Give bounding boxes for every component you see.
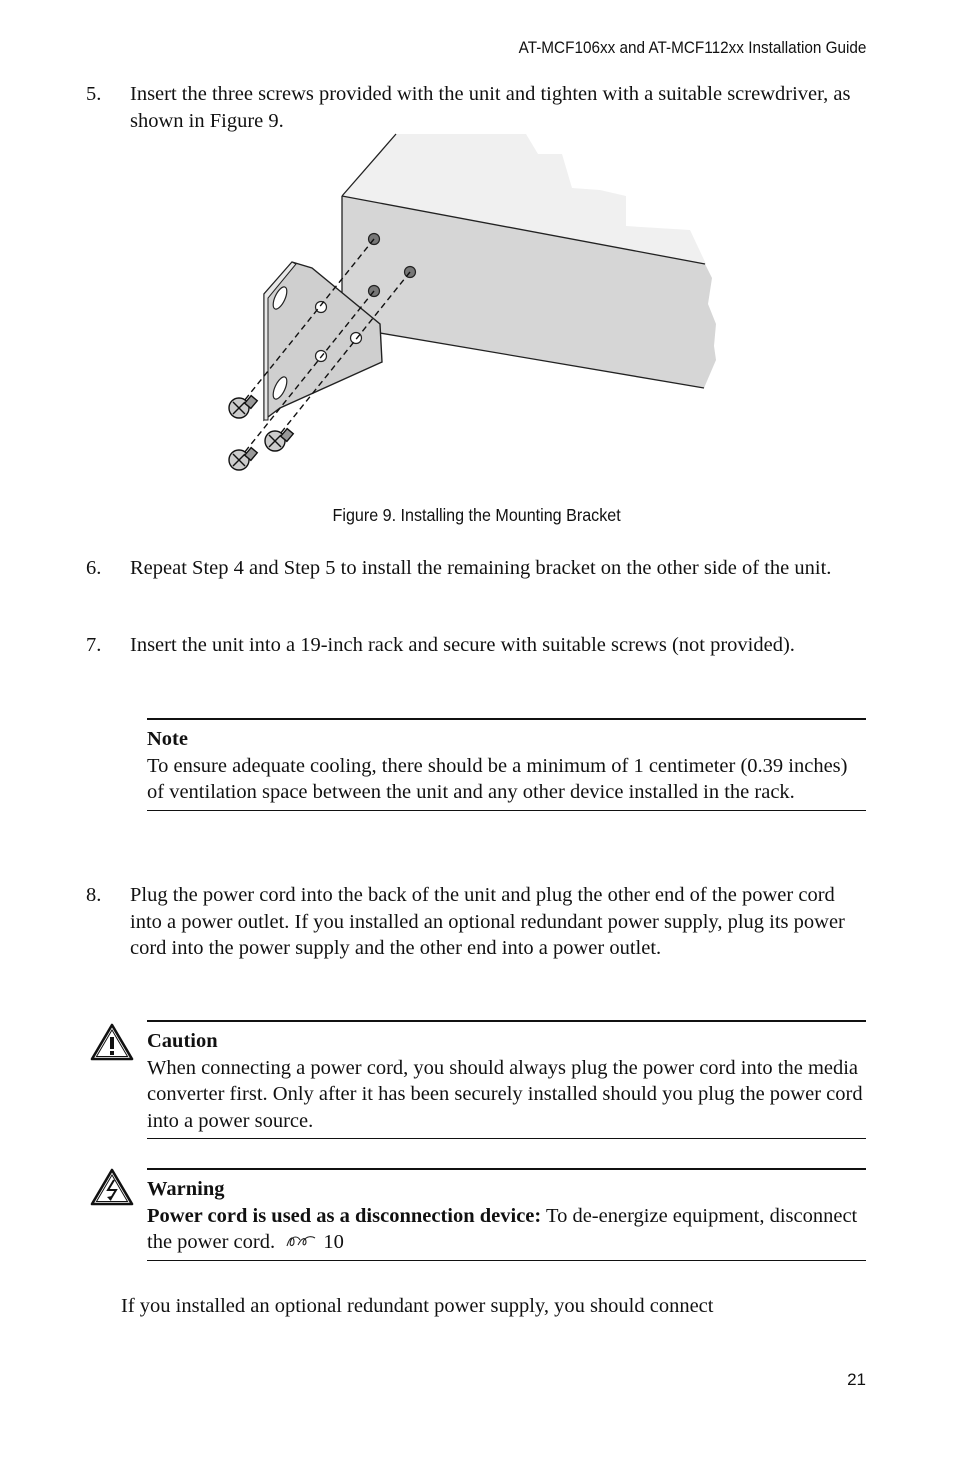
step-number: 8. <box>86 884 102 906</box>
warning-bold-lead: Power cord is used as a disconnection device: <box>147 1204 542 1227</box>
step-5 <box>86 81 866 134</box>
running-header: AT-MCF106xx and AT-MCF112xx Installation Guide <box>518 38 866 57</box>
warning-title: Warning <box>147 1178 225 1200</box>
step-text: Insert the unit into a 19-inch rack and secure with suitable screws (not provided). <box>130 634 795 656</box>
step-8 <box>86 882 866 962</box>
note-title: Note <box>147 728 188 750</box>
warning-body-text: To de-energize equipment, disconnect the power cord. <box>147 1204 858 1253</box>
step-6 <box>86 555 866 582</box>
caution-bottom-rule <box>147 1138 866 1139</box>
electrical-warning-icon <box>90 1168 134 1206</box>
closing-paragraph: If you installed an optional redundant power supply, you should connect <box>121 1295 714 1317</box>
screw-icon <box>229 396 257 418</box>
step-number: 5. <box>86 83 102 105</box>
warning-top-rule <box>147 1168 866 1170</box>
note-top-rule <box>147 718 866 720</box>
page-number: 21 <box>847 1370 866 1389</box>
warning-callout <box>147 1168 866 1261</box>
warning-reference-number: 10 <box>323 1231 344 1253</box>
step-text: Plug the power cord into the back of the unit and plug the other end of the power cord into a power outlet. If you installed an optional redundant power supply, plug its power cord into the power supply and the other end into a power outlet. <box>130 884 845 959</box>
note-callout <box>147 718 866 811</box>
step-text: Insert the three screws provided with the unit and tighten with a suitable screwdriver, as shown in Figure 9. <box>130 83 851 132</box>
caution-triangle-icon <box>90 1023 134 1061</box>
warning-text <box>147 1203 866 1260</box>
step-text: Repeat Step 4 and Step 5 to install the remaining bracket on the other side of the unit. <box>130 557 832 579</box>
translation-reference-icon <box>284 1234 318 1250</box>
caution-top-rule <box>147 1020 866 1022</box>
note-text: To ensure adequate cooling, there should be a minimum of 1 centimeter (0.39 inches) of ventilation space between the unit and any other device installed in the rack. <box>147 754 848 803</box>
step-number: 6. <box>86 557 102 579</box>
step-7 <box>86 632 866 659</box>
step-number: 7. <box>86 634 102 656</box>
caution-callout <box>147 1020 866 1139</box>
caution-title: Caution <box>147 1030 218 1052</box>
screw-icon <box>265 429 293 451</box>
mounting-bracket-figure <box>220 128 720 478</box>
warning-bottom-rule <box>147 1260 866 1261</box>
note-bottom-rule <box>147 810 866 811</box>
caution-text: When connecting a power cord, you should always plug the power cord into the media converter first. Only after it has been securely installed should you plug the power cord into a power source. <box>147 1056 863 1132</box>
figure-caption: Figure 9. Installing the Mounting Bracket <box>332 505 622 525</box>
screw-icon <box>229 448 257 470</box>
